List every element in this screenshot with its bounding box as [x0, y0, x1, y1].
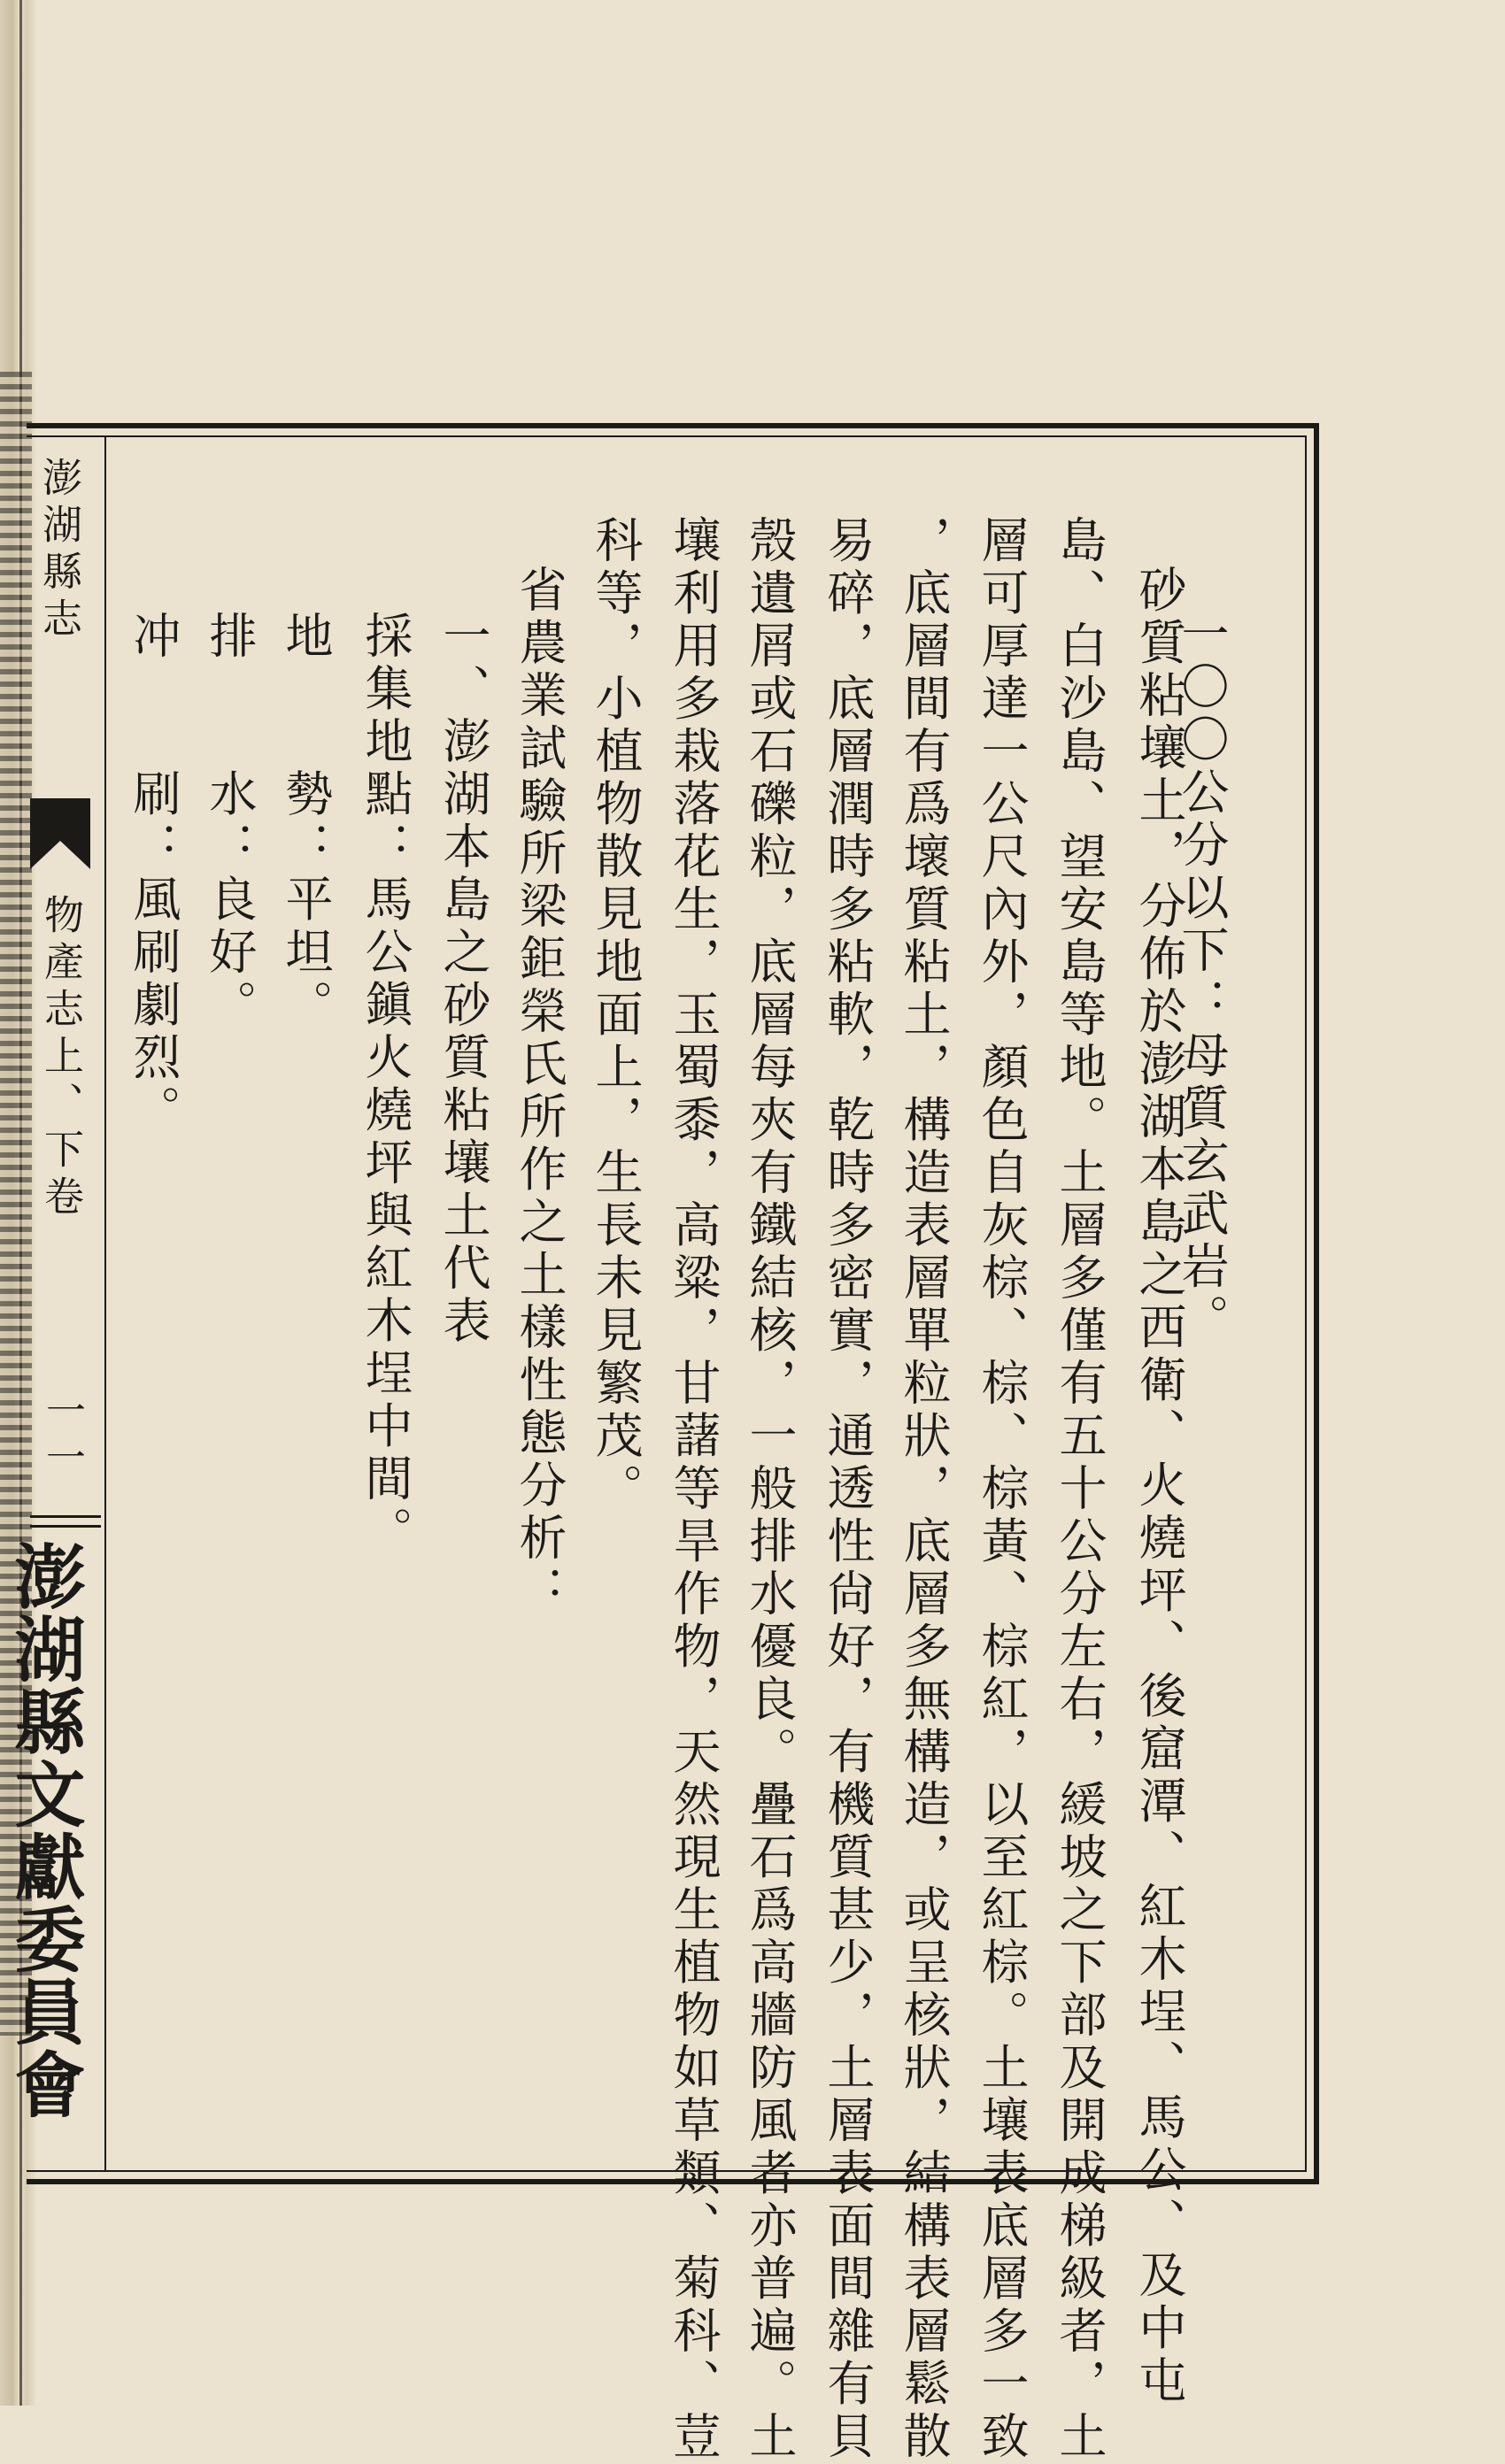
body-column-9: 科等，小植物散見地面上，生長未見繁茂。 [588, 515, 644, 1516]
running-head-section: 物產志上、下卷 [37, 894, 84, 1222]
body-column-10: 省農業試驗所梁鉅榮氏所作之土樣性態分析： [512, 565, 567, 1618]
body-column-2: 砂質粘壤土，分佈於澎湖本島之西衛、火燒坪、後窟潭、紅木埕、馬公、及中屯 [1131, 565, 1187, 2408]
body-column-3: 島、白沙島、望安島等地。土層多僅有五十公分左右，緩坡之下部及開成梯級者，土 [1052, 515, 1108, 2464]
body-column-1: 一〇〇公分以下：母質玄武岩。 [1174, 609, 1230, 1346]
body-column-11: 一、澎湖本島之砂質粘壤土代表 [436, 611, 491, 1348]
gutter-divider [104, 435, 106, 2172]
body-column-7: 殼遺屑或石礫粒，底層每夾有鐵結核，一般排水優良。疊石爲高牆防風者亦普遍。土 [742, 515, 798, 2464]
gutter-rule [30, 1515, 101, 1528]
body-column-8: 壤利用多栽落花生，玉蜀黍，高粱，甘藷等旱作物，天然現生植物如草類、菊科、荳 [666, 515, 722, 2464]
body-column-12: 採集地點：馬公鎭火燒坪與紅木埕中間。 [358, 611, 413, 1559]
body-column-14: 排 水：良好。 [202, 611, 258, 1032]
page-number: 一一 [39, 1390, 86, 1483]
fishtail-block-icon [30, 798, 90, 869]
body-column-5: ，底層間有爲壞質粘土，構造表層單粒狀，底層多無構造，或呈核狀，結構表層鬆散 [896, 515, 952, 2464]
running-head-title: 澎湖縣志 [35, 457, 82, 644]
body-column-15: 冲 刷：風刷劇烈。 [126, 611, 181, 1137]
body-column-13: 地 勢：平坦。 [278, 611, 334, 1032]
publisher-name: 澎湖縣文獻委員會 [3, 1540, 86, 2121]
body-column-6: 易碎，底層潤時多粘軟，乾時多密實，通透性尙好，有機質甚少，土層表面間雜有貝 [820, 515, 876, 2464]
body-column-4: 層可厚達一公尺內外，顏色自灰棕、棕、棕黃、棕紅，以至紅棕。土壤表底層多一致 [974, 515, 1030, 2464]
